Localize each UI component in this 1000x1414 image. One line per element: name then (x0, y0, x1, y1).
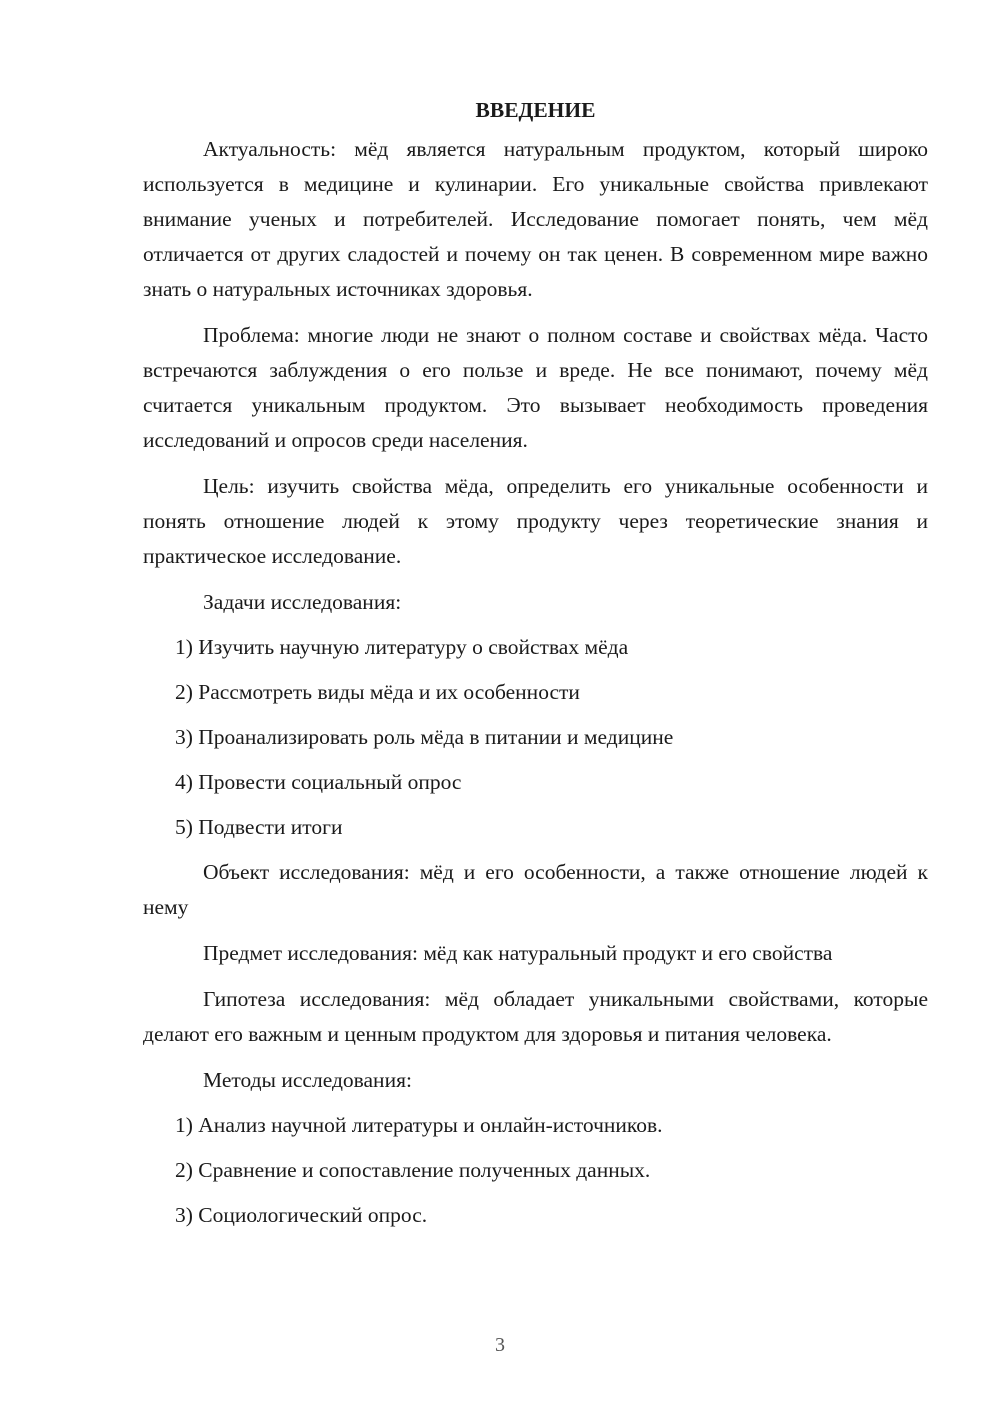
relevance-paragraph: Актуальность: мёд является натуральным продуктом, который широко используется в медицине и кулинарии. Его уникальные свойства привлекают внимание ученых и потребителей. Исследование помогает понять, чем мёд отличается от других сладостей и почему он так ценен. В современном мире важно знать о натуральных источниках здоровья. (143, 137, 928, 301)
methods-heading: Методы исследования: (203, 1068, 412, 1092)
method-item-3: 3) Социологический опрос. (175, 1203, 428, 1227)
task-item-4: 4) Провести социальный опрос (175, 770, 462, 794)
tasks-heading: Задачи исследования: (203, 590, 402, 614)
task-item-2: 2) Рассмотреть виды мёда и их особенности (175, 680, 580, 704)
method-item-1: 1) Анализ научной литературы и онлайн-источников. (175, 1113, 663, 1137)
section-title: ВВЕДЕНИЕ (475, 98, 596, 122)
task-item-3: 3) Проанализировать роль мёда в питании и медицине (175, 725, 674, 749)
document-page (143, 92, 928, 1243)
method-item-2: 2) Сравнение и сопоставление полученных данных. (175, 1158, 651, 1182)
tasks-list (143, 630, 928, 845)
task-item-5: 5) Подвести итоги (175, 815, 343, 839)
methods-list (143, 1108, 928, 1233)
goal-paragraph: Цель: изучить свойства мёда, определить его уникальные особенности и понять отношение людей к этому продукту через теоретические знания и практическое исследование. (143, 474, 928, 568)
subject-paragraph: Предмет исследования: мёд как натуральный продукт и его свойства (203, 941, 833, 965)
problem-paragraph: Проблема: многие люди не знают о полном составе и свойствах мёда. Часто встречаются заблуждения о его пользе и вреде. Не все понимают, почему мёд считается уникальным продуктом. Это вызывает необходимость проведения исследований и опросов среди населения. (143, 323, 928, 452)
object-paragraph: Объект исследования: мёд и его особенности, а также отношение людей к нему (143, 860, 928, 919)
hypothesis-paragraph: Гипотеза исследования: мёд обладает уникальными свойствами, которые делают его важным и ценным продуктом для здоровья и питания человека. (143, 987, 928, 1046)
page-number: 3 (495, 1334, 505, 1356)
task-item-1: 1) Изучить научную литературу о свойствах мёда (175, 635, 629, 659)
